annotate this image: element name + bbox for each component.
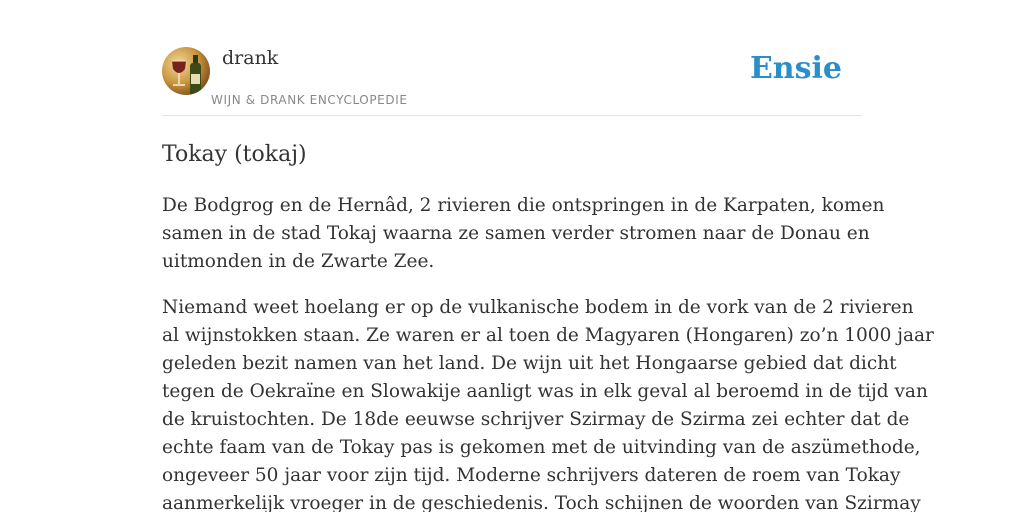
text-line: uitmonden in de Zwarte Zee. bbox=[162, 251, 435, 272]
article-body bbox=[162, 192, 934, 512]
text-line: de kruistochten. De 18de eeuwse schrijver Szirmay de Szirma zei echter dat de bbox=[162, 409, 910, 430]
blog-name-link[interactable]: drank bbox=[222, 47, 279, 69]
blog-subtitle: WIJN & DRANK ENCYCLOPEDIE bbox=[211, 93, 408, 107]
text-line: al wijnstokken staan. Ze waren er al toen de Magyaren (Hongaren) zo’n 1000 jaar bbox=[162, 325, 934, 346]
text-line: Niemand weet hoelang er op de vulkanische bodem in de vork van de 2 rivieren bbox=[162, 297, 914, 318]
site-header bbox=[162, 0, 862, 116]
blog-avatar[interactable] bbox=[162, 47, 210, 95]
text-line: De Bodgrog en de Hernâd, 2 rivieren die ontspringen in de Karpaten, komen bbox=[162, 195, 885, 216]
wine-glass-bottle-icon bbox=[162, 47, 210, 95]
text-line: samen in de stad Tokaj waarna ze samen verder stromen naar de Donau en bbox=[162, 223, 870, 244]
text-line: aanmerkelijk vroeger in de geschiedenis. Toch schijnen de woorden van Szirmay bbox=[162, 493, 921, 512]
ensie-logo[interactable]: Ensie bbox=[749, 51, 842, 86]
article-title: Tokay (tokaj) bbox=[162, 142, 307, 167]
paragraph bbox=[162, 294, 934, 512]
text-line: tegen de Oekraïne en Slowakije aanligt was in elk geval al beroemd in de tijd van bbox=[162, 381, 928, 402]
text-line: ongeveer 50 jaar voor zijn tijd. Moderne schrijvers dateren de roem van Tokay bbox=[162, 465, 901, 486]
text-line: geleden bezit namen van het land. De wijn uit het Hongaarse gebied dat dicht bbox=[162, 353, 897, 374]
paragraph bbox=[162, 192, 885, 276]
text-line: echte faam van de Tokay pas is gekomen met de uitvinding van de aszümethode, bbox=[162, 437, 921, 458]
